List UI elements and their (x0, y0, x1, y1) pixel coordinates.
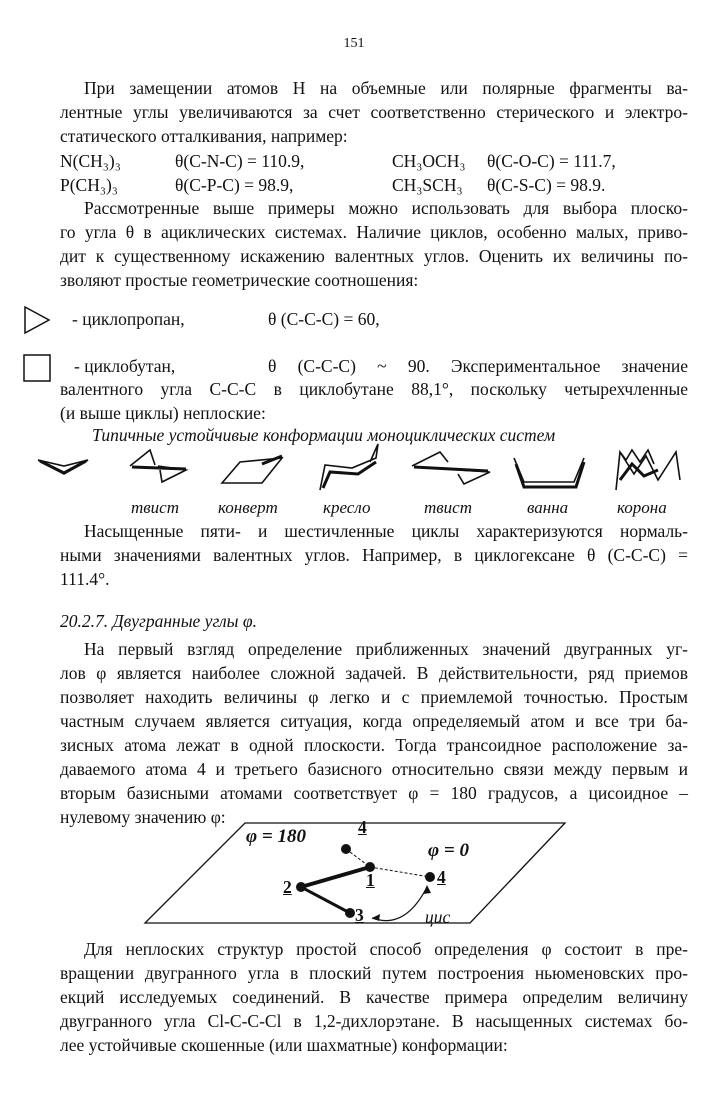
text-line: зисных атома лежат в одной плоскости. Тогда трансоидное расположение за- (60, 735, 688, 755)
text-line: двугранного угла Cl-C-C-Cl в 1,2-дихлорэтане. В насыщенных системах бо- (60, 1011, 688, 1031)
text-line: При замещении атомов H на объемные или полярные фрагменты ва- (84, 78, 688, 98)
text-line: Для неплоских структур простой способ определения φ состоит в пре- (84, 939, 688, 959)
cyclobutane-label: - циклобутан, (74, 356, 176, 376)
formula-compound: N(CH₃)₃ (60, 151, 121, 171)
formula-angle: θ(C-P-C) = 98.9, (175, 175, 294, 195)
formula-compound: P(CH₃)₃ (60, 175, 118, 195)
atom-2-label: 2 (283, 877, 292, 897)
twist-conformation-icon (38, 460, 88, 474)
text-line: ными значениями валентных углов. Например, в циклогексане θ (C-C-C) = (60, 545, 688, 565)
text-line: 111.4°. (60, 569, 110, 589)
cyclopropane-angle: θ (C-C-C) = 60, (268, 309, 380, 329)
atom-3 (345, 908, 355, 918)
conformation-label: твист (424, 498, 472, 517)
text-line: лов φ является наиболее сложной задачей. В действительности, ряд приемов (60, 663, 688, 683)
bond-2-3 (301, 887, 350, 913)
text-line: дит к существенному искажению валентных углов. Оценить их величины по- (60, 246, 688, 266)
section-heading: 20.2.7. Двугранные углы φ. (60, 611, 257, 631)
atom-2 (296, 882, 306, 892)
text-line: зволяют простые геометрические соотношения: (60, 270, 419, 290)
twist-conformation-icon (412, 452, 490, 484)
atom-4-label: 4 (437, 867, 446, 887)
text-line: Насыщенные пяти- и шестичленные циклы характеризуются нормаль- (84, 521, 688, 541)
text-line: даваемого атома 4 и третьего базисного относительно связи между первым и (60, 759, 688, 779)
cyclopropane-label: - циклопропан, (72, 309, 185, 329)
phi-0-label: φ = 0 (428, 840, 469, 861)
formula-compound: CH₃OCH₃ (392, 151, 466, 171)
cis-arrow (372, 887, 427, 921)
conformation-label: конверт (218, 498, 278, 517)
text-line: го угла θ в ациклических системах. Наличие циклов, особенно малых, приво- (60, 222, 688, 242)
formula-angle: θ(C-O-C) = 111.7, (487, 151, 616, 171)
triangle-icon (23, 305, 53, 335)
text-line: На первый взгляд определение приближенных значений двугранных уг- (84, 639, 688, 659)
text-line: позволяет находить величины φ легко и с приемлемой точностью. Простым (60, 687, 688, 707)
chair-conformation-icon (320, 444, 378, 490)
bond-dashed (370, 867, 430, 877)
atom-4-cis (425, 872, 435, 882)
twist-conformation-icon (130, 450, 186, 482)
text-line: (и выше циклы) неплоские: (60, 403, 266, 423)
envelope-conformation-icon (222, 456, 282, 483)
text-line: частным случаем является ситуация, когда определяемый атом и все три ба- (60, 711, 688, 731)
conformations-figure (0, 440, 708, 500)
text-line: лентные углы увеличиваются за счет соответственно стерического и электро- (60, 102, 688, 122)
bond-1-2 (301, 867, 370, 887)
square-icon (23, 354, 53, 384)
text-line: екций исследуемых соединений. В качестве примера определим величину (60, 987, 688, 1007)
atom-1-label: 1 (366, 870, 375, 890)
conformation-label: кресло (323, 498, 371, 517)
cyclobutane-angle: θ (C-C-C) ~ 90. Экспериментальное значение (268, 356, 688, 376)
text-line: валентного угла C-C-C в циклобутане 88,1°, поскольку четырехчленные (60, 379, 688, 399)
formula-angle: θ(C-N-C) = 110.9, (175, 151, 305, 171)
text-line: статического отталкивания, например: (60, 126, 348, 146)
conformation-label: твист (131, 498, 179, 517)
text-line: нулевому значению φ: (60, 807, 226, 827)
text-line: вторым базисными атомами соответствует φ = 180 градусов, а цисоидное – (60, 783, 688, 803)
formula-compound: CH₃SCH₃ (392, 175, 463, 195)
dihedral-plane-diagram (0, 815, 708, 935)
atom-4-trans (341, 844, 351, 854)
crown-conformation-icon (616, 450, 680, 490)
conformations-caption: Типичные устойчивые конформации моноциклических систем (92, 425, 556, 445)
conformation-label: ванна (527, 498, 569, 517)
atom-3-label: 3 (355, 905, 364, 925)
text-line: Рассмотренные выше примеры можно использовать для выбора плоско- (84, 198, 688, 218)
atom-4-label: 4 (358, 817, 367, 837)
text-line: вращении двугранного угла в плоский путем построения ньюменовских про- (60, 963, 688, 983)
phi-180-label: φ = 180 (246, 826, 306, 847)
formula-angle: θ(C-S-C) = 98.9. (487, 175, 606, 195)
cis-label: цис (425, 907, 451, 927)
boat-conformation-icon (514, 458, 584, 487)
page-number: 151 (343, 36, 365, 51)
text-line: лее устойчивые скошенные (или шахматные) конформации: (60, 1035, 508, 1055)
conformation-label: корона (617, 498, 667, 517)
